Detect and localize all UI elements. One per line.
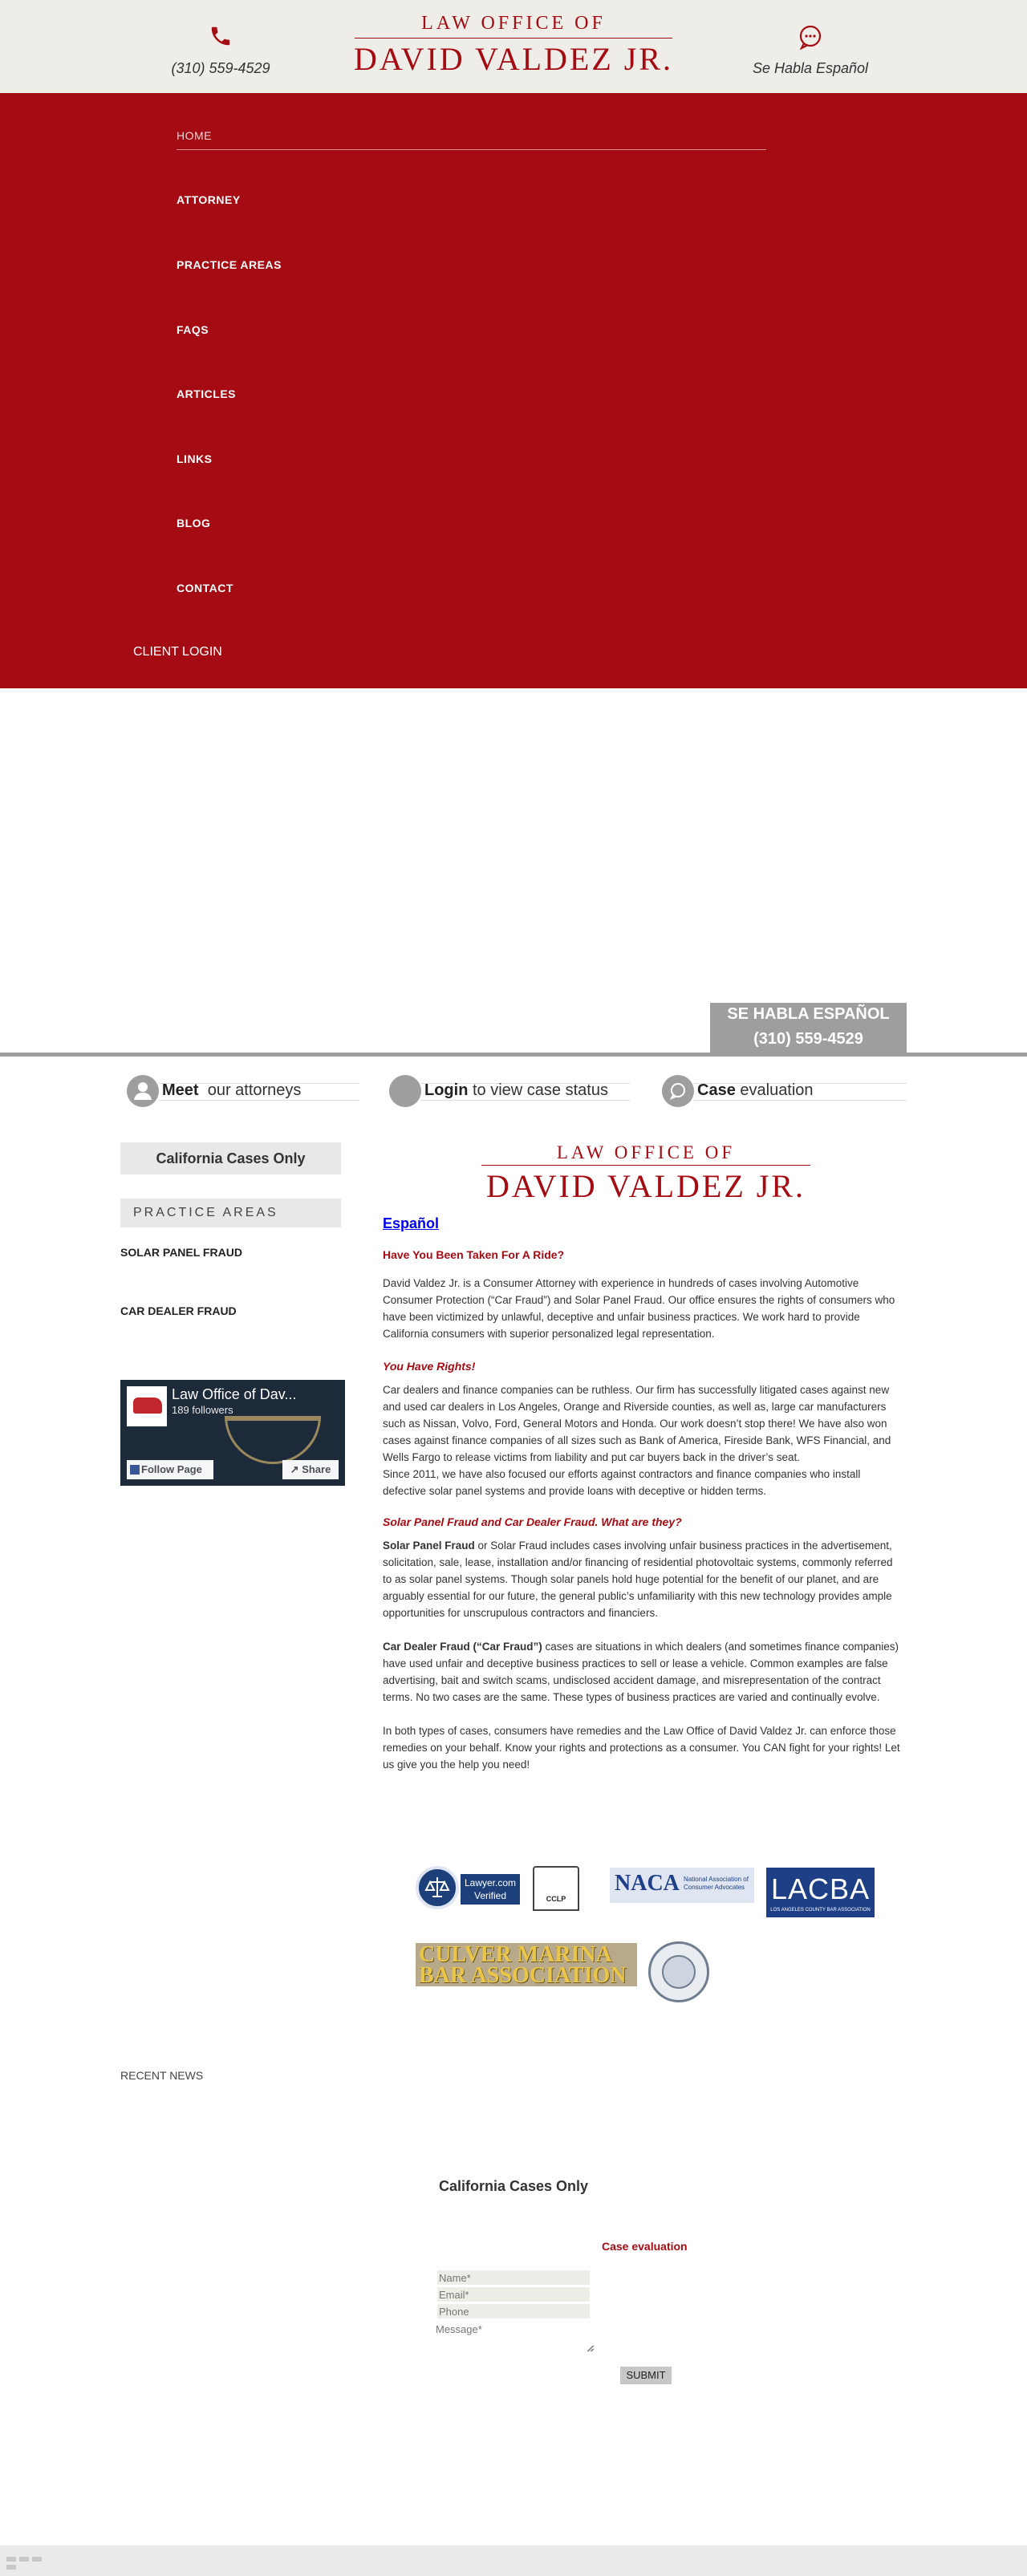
login-callout[interactable] [389, 1075, 630, 1107]
client-login-link[interactable]: CLIENT LOGIN [133, 645, 222, 659]
heading-taken-for-ride: Have You Been Taken For A Ride? [383, 1248, 565, 1261]
heading-fraud-types: Solar Panel Fraud and Car Dealer Fraud. What are they? [383, 1515, 682, 1528]
phone-icon [209, 24, 233, 48]
sidebar-practice-areas-title: PRACTICE AREAS [120, 1199, 341, 1227]
sidebar-california-only: California Cases Only [120, 1142, 341, 1174]
nav-home-underline [177, 149, 766, 150]
logo-rule [355, 38, 672, 39]
nav-faqs[interactable]: FAQS [177, 323, 209, 336]
heading-you-have-rights: You Have Rights! [383, 1360, 476, 1373]
bottom-bar [0, 2546, 1027, 2576]
solar-fraud-paragraph: Solar Panel Fraud or Solar Fraud includes cases involving unfair business practices in the advertisement, solicitation, sale, lease, installation and/or financing of residential photovoltaic systems, commonly referred to as solar panel systems. Though solar panels hold huge potential for the benefit of our planet, and are arguably essential for our future, the general public’s unfamiliarity with this new technology provides ample opportunities for unscrupulous contractors and financiers. [383, 1540, 893, 1619]
chat-bubble-icon [798, 24, 823, 50]
espanol-link[interactable]: Español [383, 1215, 440, 1231]
scales-of-justice-image [225, 1416, 321, 1464]
divider-bar [0, 1053, 1027, 1057]
main-logo [473, 1142, 818, 1203]
header-spanish[interactable] [738, 24, 883, 77]
main-navigation [0, 93, 1027, 688]
badge-spanish: SE HABLA ESPAÑOL [727, 1005, 890, 1023]
scales-icon [416, 1866, 459, 1909]
logo-line2: DAVID VALDEZ JR. [353, 41, 674, 77]
nav-links[interactable]: LINKS [177, 452, 213, 465]
association-seal-logo[interactable] [648, 1941, 709, 2002]
culver-line2: BAR ASSOCIATION [419, 1963, 627, 1988]
nav-contact[interactable]: CONTACT [177, 582, 233, 594]
naca-big: NACA [615, 1871, 680, 1896]
lacba-big: LACBA [770, 1872, 871, 1905]
recent-news-heading: RECENT NEWS [120, 2069, 204, 2082]
naca-small: National Association of Consumer Advocates [684, 1876, 749, 1891]
main-logo-line2: DAVID VALDEZ JR. [485, 1168, 806, 1204]
phone-field[interactable] [437, 2304, 590, 2318]
meet-attorneys-callout[interactable] [127, 1075, 359, 1107]
facebook-follow-button[interactable]: Follow Page [127, 1460, 213, 1479]
facebook-followers: 189 followers [172, 1404, 233, 1416]
nav-articles[interactable]: ARTICLES [177, 387, 236, 400]
culver-line1: CULVER MARINA [419, 1942, 612, 1967]
sidebar-link-solar-panel-fraud[interactable]: SOLAR PANEL FRAUD [120, 1246, 242, 1259]
callout-label: Meet our attorneys [162, 1081, 302, 1099]
chat-icon [662, 1075, 694, 1107]
facebook-avatar [127, 1386, 167, 1426]
lacba-small: LOS ANGELES COUNTY BAR ASSOCIATION [770, 1908, 871, 1913]
main-content [383, 1215, 900, 1773]
email-field[interactable] [437, 2287, 590, 2302]
car-fraud-paragraph: Car Dealer Fraud (“Car Fraud”) cases are situations in which dealers (and sometimes finance companies) have used unfair and deceptive business practices to sell or lease a vehicle. Common examples are false advertising, bait and switch scams, undisclosed accident damage, and misrepresentation of the contract terms. No two cases are the same. These types of business practices are varied and continually evolve. [383, 1641, 899, 1703]
submit-button[interactable]: SUBMIT [620, 2367, 672, 2384]
nav-blog[interactable]: BLOG [177, 517, 211, 529]
case-evaluation-callout[interactable] [662, 1075, 907, 1107]
sidebar-link-car-dealer-fraud[interactable]: CAR DEALER FRAUD [120, 1304, 237, 1317]
callout-label: Case evaluation [697, 1081, 814, 1099]
intro-paragraph: David Valdez Jr. is a Consumer Attorney with experience in hundreds of cases involving Automotive Consumer Protection (“Car Fraud”) and Solar Panel Fraud. Our office ensures the rights of consumers who have been victimized by unlawful, deceptive and unfair business practices. We work hard to provide California consumers with superior personalized legal representation. [383, 1277, 895, 1340]
lawyercom-text: Lawyer.com Verified [461, 1874, 520, 1905]
lacba-logo[interactable] [766, 1868, 875, 1917]
header-phone-number[interactable]: (310) 559-4529 [171, 60, 270, 76]
site-logo[interactable] [345, 13, 682, 75]
nav-attorney[interactable]: ATTORNEY [177, 193, 241, 206]
facebook-page-title[interactable]: Law Office of Dav... [172, 1386, 297, 1402]
main-logo-rule [481, 1165, 810, 1166]
header-spanish-text[interactable]: Se Habla Español [752, 60, 869, 76]
nav-practice-areas[interactable]: PRACTICE AREAS [177, 258, 282, 271]
solar-focus-paragraph: Since 2011, we have also focused our efforts against contractors and finance companies who install defective solar panel systems and provide loans with deceptive or hidden terms. [383, 1468, 861, 1497]
message-field[interactable] [436, 2323, 595, 2352]
header-phone[interactable] [160, 24, 281, 77]
main-logo-line1: LAW OFFICE OF [556, 1142, 736, 1162]
facebook-page-widget[interactable] [120, 1380, 345, 1486]
remedies-paragraph: In both types of cases, consumers have remedies and the Law Office of David Valdez Jr. can enforce those remedies on your behalf. Know your rights and protections as a consumer. You CAN fight for your rights! Let us give you the help you need! [383, 1725, 900, 1771]
callout-label: Login to view case status [424, 1081, 608, 1099]
case-evaluation-title: Case evaluation [602, 2240, 688, 2253]
lawyercom-verified-logo[interactable] [416, 1866, 520, 1911]
footer-california-only: California Cases Only [438, 2178, 589, 2194]
rights-paragraph: Car dealers and finance companies can be ruthless. Our firm has successfully litigated cases against new and used car dealers in Los Angeles, Orange and Riverside counties, as well as, large car manufacturers such as Nissan, Volvo, Ford, General Motors and Honda. Our work doesn’t stop there! We have also won cases against finance companies of all sizes such as Bank of America, Fireside Bank, WFS Financial, and Wells Fargo to release victims from liability and put car buyers back in the driver’s seat. [383, 1384, 891, 1463]
spanish-phone-badge[interactable] [710, 1003, 907, 1055]
nav-home[interactable]: HOME [177, 129, 212, 142]
name-field[interactable] [437, 2270, 590, 2285]
cclp-logo[interactable]: CCLP [533, 1866, 579, 1911]
culver-marina-bar-logo[interactable] [416, 1943, 637, 1986]
person-icon [127, 1075, 159, 1107]
facebook-share-button[interactable]: ↗ Share [282, 1460, 339, 1479]
resize-handle-icon[interactable] [586, 2344, 594, 2352]
top-header [0, 0, 1027, 93]
logo-line1: LAW OFFICE OF [421, 13, 606, 34]
naca-logo[interactable] [610, 1868, 754, 1903]
login-icon [389, 1075, 421, 1107]
badge-phone: (310) 559-4529 [753, 1030, 863, 1048]
